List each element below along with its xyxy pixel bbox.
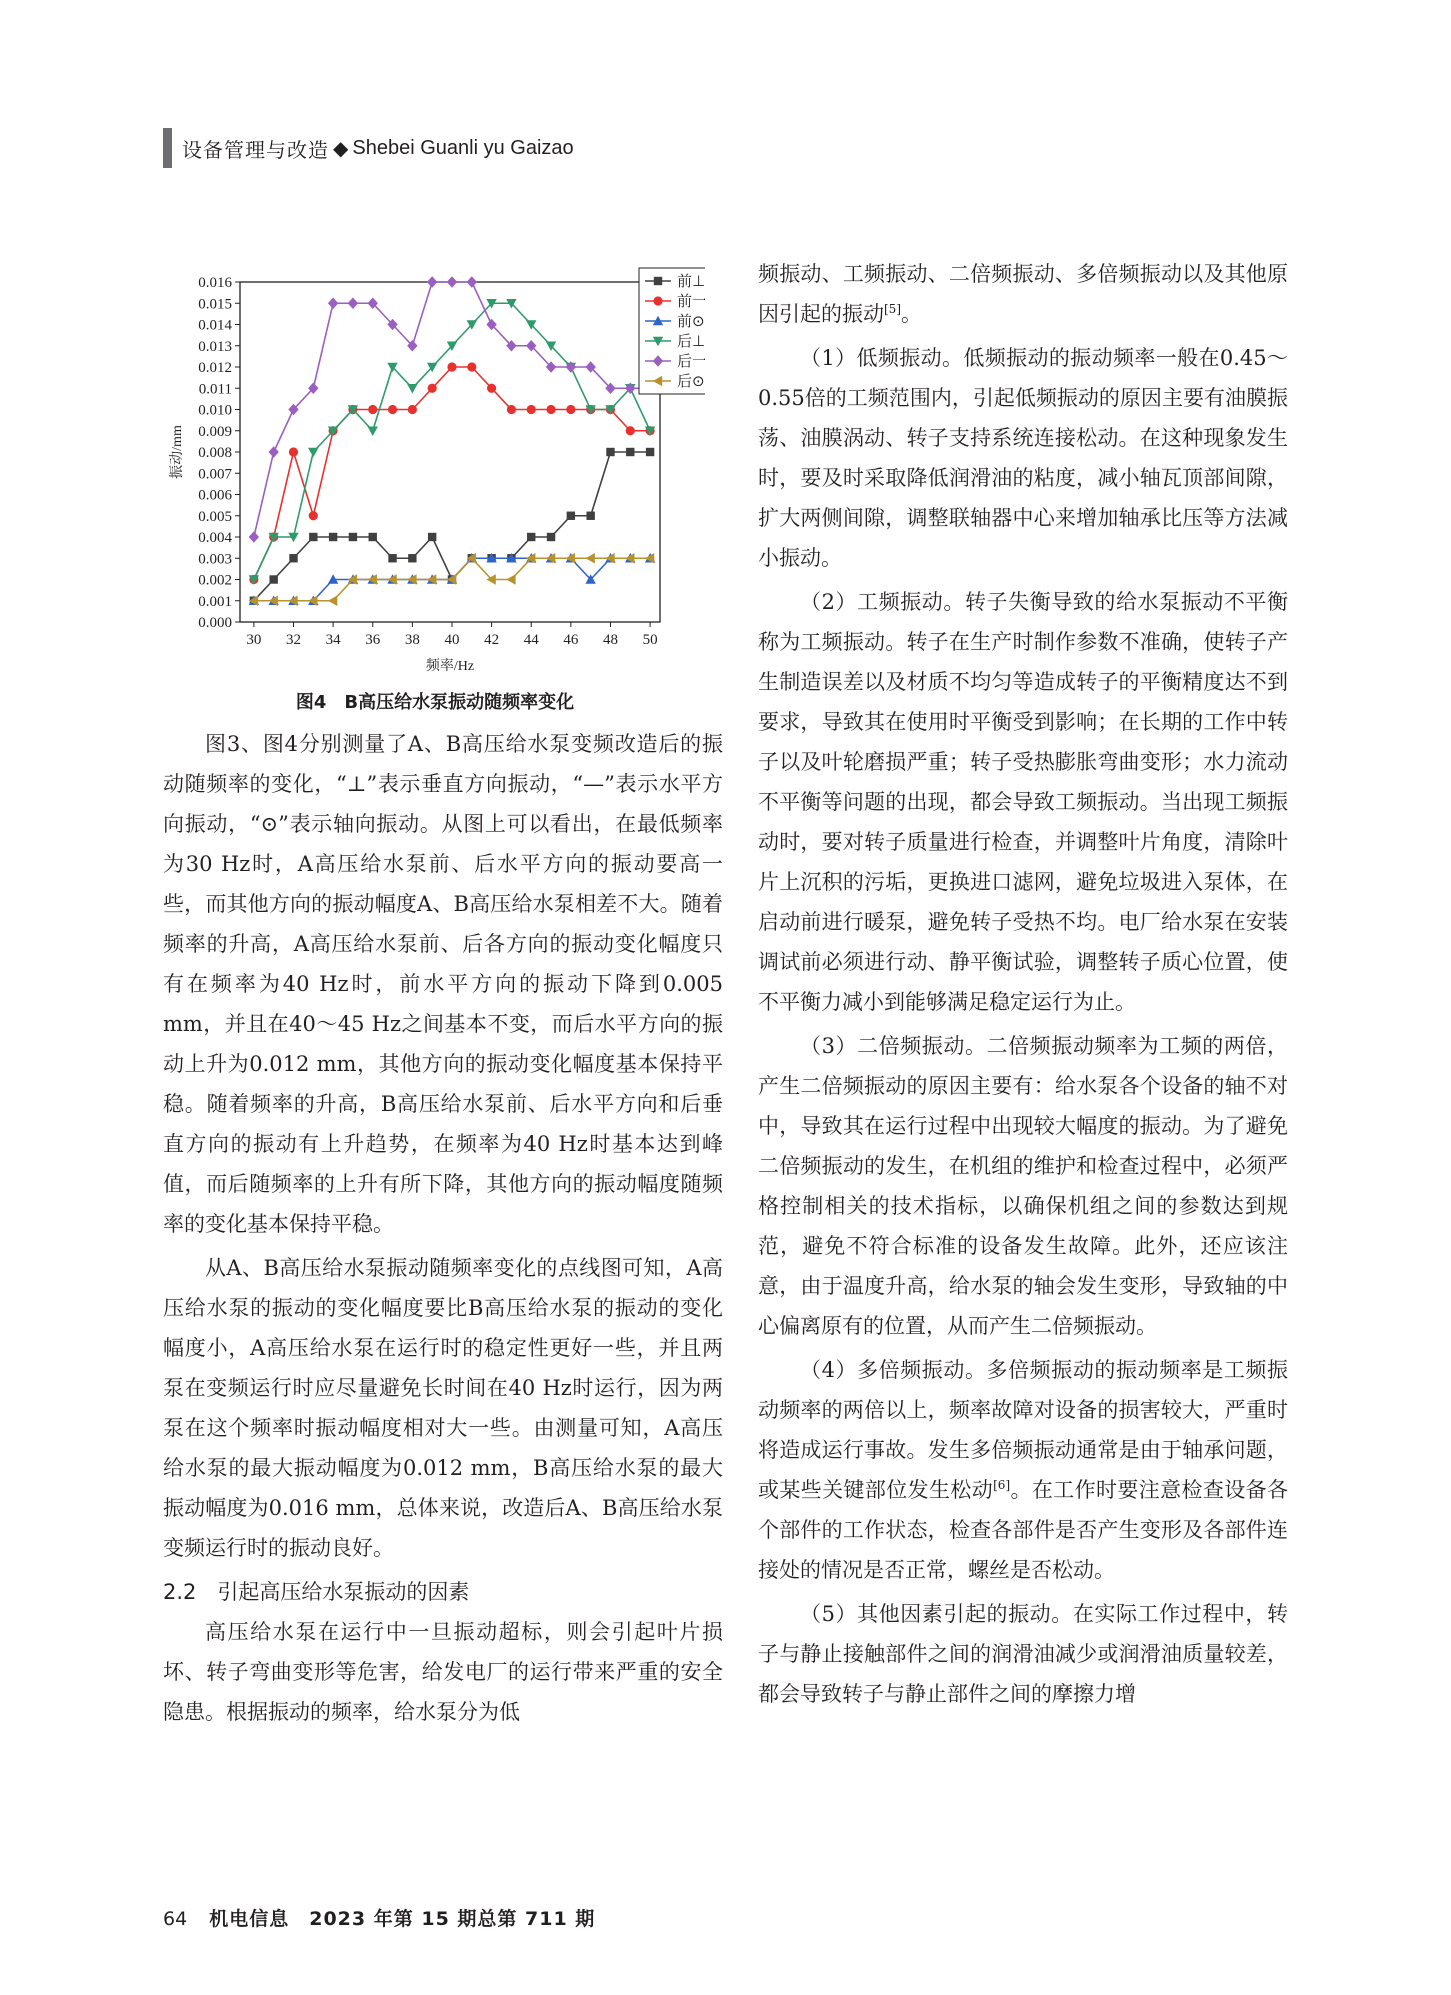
y-tick-label: 0.015 [198,296,232,313]
data-point [467,276,477,287]
header-bar [163,128,172,168]
journal-title-pinyin: Shebei Guanli yu Gaizao [352,136,574,159]
data-point [567,512,575,520]
data-point [328,298,338,309]
paragraph: （4）多倍频振动。多倍频振动的振动频率是工频振动频率的两倍以上，频率故障对设备的损害较大，严重时将造成运行事故。发生多倍频振动通常是由于轴承问题，或某些关键部位发生松动[6]。在工作时要注意检查设备各个部件的工作状态，检查各部件是否产生变形及各部件连接处的情况是否正常，螺丝是否松动。 [758,1358,1288,1582]
y-tick-label: 0.008 [198,445,232,461]
data-point [527,405,536,414]
series-line [254,367,650,580]
vibration-line-chart [165,260,705,680]
data-point [269,575,277,583]
x-tick-label: 40 [444,632,460,648]
data-point [368,405,377,414]
x-tick-label: 44 [523,632,539,648]
data-point [249,531,259,542]
footer-journal: 机电信息 2023 年第 15 期总第 711 期 [209,1908,596,1930]
right-column [758,254,1288,1718]
data-point [428,384,437,393]
x-axis-label: 频率/Hz [425,659,475,674]
data-point [646,448,654,456]
data-point [626,426,635,435]
data-point [547,533,555,541]
legend-label: 前一 [677,292,705,310]
data-point [349,533,357,541]
data-point [447,362,456,371]
data-point [546,405,555,414]
paragraph: （3）二倍频振动。二倍频振动频率为工频的两倍，产生二倍频振动的原因主要有：给水泵各个设备的轴不对中，导致其在运行过程中出现较大幅度的振动。为了避免二倍频振动的发生，在机组的维护和检查过程中，必须严格控制相关的技术指标，以确保机组之间的参数达到规范，避免不符合标准的设备发生故障。此外，还应该注意，由于温度升高，给水泵的轴会发生变形，导致轴的中心偏离原有的位置，从而产生二倍频振动。 [758,1034,1288,1338]
data-point [487,384,496,393]
data-point [408,405,417,414]
figure-caption: 图4 B高压给水泵振动随频率变化 [295,692,575,713]
paragraph: 频振动、工频振动、二倍频振动、多倍频振动以及其他原因引起的振动[5]。 [758,262,1288,326]
legend-label: 后⊙ [677,372,705,390]
data-point [467,362,476,371]
legend-label: 前⊙ [677,312,705,330]
data-point [407,384,417,393]
section-heading: 2.2 引起高压给水泵振动的因素 [163,1580,470,1604]
y-tick-label: 0.009 [198,423,232,440]
y-tick-label: 0.006 [198,487,232,504]
journal-title-cn: 设备管理与改造 [182,137,329,162]
data-point [527,533,535,541]
plot-frame [240,282,660,622]
data-point [586,512,594,520]
x-tick-label: 50 [642,632,658,648]
x-tick-label: 32 [285,632,301,648]
data-point [585,553,594,563]
paragraph: 高压给水泵在运行中一旦振动超标，则会引起叶片损坏、转子弯曲变形等危害，给发电厂的运行带来严重的安全隐患。根据振动的频率，给水泵分为低 [163,1620,723,1724]
data-point [309,511,318,520]
y-tick-label: 0.012 [198,360,232,376]
data-point [329,533,337,541]
data-point [289,447,298,456]
legend-label: 后一 [677,352,705,370]
citation: [6] [993,1478,1011,1492]
x-tick-label: 34 [325,632,341,648]
data-point [369,533,377,541]
legend-label: 前⊥ [677,272,705,290]
data-point [289,554,297,562]
data-point [566,405,575,414]
paragraph: （5）其他因素引起的振动。在实际工作过程中，转子与静止接触部件之间的润滑油减少或润滑油质量较差，都会导致转子与静止部件之间的摩擦力增 [758,1602,1288,1706]
data-point [308,448,318,457]
y-tick-label: 0.007 [198,466,232,483]
legend-label: 后⊥ [677,332,705,350]
data-point [606,448,614,456]
y-tick-label: 0.014 [198,317,232,334]
data-point [408,554,416,562]
y-tick-label: 0.004 [198,530,232,546]
data-point [507,405,516,414]
data-point [368,427,378,436]
paragraph: （2）工频振动。转子失衡导致的给水泵振动不平衡称为工频振动。转子在生产时制作参数不准确，使转子产生制造误差以及材质不均匀等造成转子的平衡精度达不到要求，导致其在使用时平衡受到影响；在长期的工作中转子以及叶轮磨损严重；转子受热膨胀弯曲变形；水力流动不平衡等问题的出现，都会导致工频振动。当出现工频振动时，要对转子质量进行检查，并调整叶片角度，清除叶片上沉积的污垢，更换进口滤网，避免垃圾进入泵体，在启动前进行暖泵，避免转子受热不均。电厂给水泵在安装调试前必须进行动、静平衡试验，调整转子质心位置，使不平衡力减小到能够满足稳定运行为止。 [758,590,1288,1014]
data-point [348,298,358,309]
y-axis-label: 振动/mm [170,425,185,479]
running-header [163,128,574,168]
legend-marker [654,277,662,285]
paragraph: 图3、图4分别测量了A、B高压给水泵变频改造后的振动随频率的变化，“⊥”表示垂直方向振动，“—”表示水平方向振动，“⊙”表示轴向振动。从图上可以看出，在最低频率为30 Hz时，A高压给水泵前、后水平方向的振动要高一些，而其他方向的振动幅度A、B高压给水泵相差不大。随着频率的升高，A高压给水泵前、后各方向的振动变化幅度只有在频率为40 Hz时，前水平方向的振动下降到0.005 mm，并且在40～45 Hz之间基本不变，而后水平方向的振动上升为0.012 mm，其他方向的振动变化幅度基本保持平稳。随着频率的升高，B高压给水泵前、后水平方向和后垂直方向的振动有上升趋势，在频率为40 Hz时基本达到峰值，而后随频率的上升有所下降，其他方向的振动幅度随频率的变化基本保持平稳。 [163,732,723,1236]
data-point [506,574,515,584]
y-tick-label: 0.011 [198,381,232,398]
data-point [626,448,634,456]
data-point [309,533,317,541]
y-tick-label: 0.001 [198,593,232,610]
x-tick-label: 30 [246,632,262,648]
page-number: 64 [163,1908,188,1930]
data-point [447,276,457,287]
y-tick-label: 0.002 [198,572,232,589]
header-separator: ◆ [333,136,349,160]
page-footer [163,1904,595,1931]
legend-marker [653,296,662,305]
y-tick-label: 0.005 [198,508,232,525]
paragraph: （1）低频振动。低频振动的振动频率一般在0.45～0.55倍的工频范围内，引起低频振动的原因主要有油膜振荡、油膜涡动、转子支持系统连接松动。在这种现象发生时，要及时采取降低润滑油的粘度，减小轴瓦顶部间隙，扩大两侧间隙，调整联轴器中心来增加轴承比压等方法减小振动。 [758,346,1288,570]
data-point [328,596,337,606]
data-point [268,446,278,457]
x-tick-label: 42 [484,632,500,648]
x-tick-label: 36 [365,632,381,648]
x-tick-label: 48 [602,632,618,648]
paragraph: 从A、B高压给水泵振动随频率变化的点线图可知，A高压给水泵的振动的变化幅度要比B高压给水泵的振动的变化幅度小，A高压给水泵在运行时的稳定性更好一些，并且两泵在变频运行时应尽量避免长时间在40 Hz时运行，因为两泵在这个频率时振动幅度相对大一些。由测量可知，A高压给水泵的最大振动幅度为0.012 mm，B高压给水泵的最大振动幅度为0.016 mm，总体来说，改造后A、B高压给水泵变频运行时的振动良好。 [163,1256,723,1560]
data-point [388,405,397,414]
y-tick-label: 0.000 [198,615,232,631]
left-column [163,724,723,1736]
y-tick-label: 0.013 [198,338,232,355]
y-tick-label: 0.016 [198,275,232,291]
data-point [427,276,437,287]
x-tick-label: 38 [404,632,420,648]
data-point [428,533,436,541]
data-point [388,554,396,562]
citation: [5] [884,302,901,316]
y-tick-label: 0.003 [198,551,232,568]
y-tick-label: 0.010 [198,402,232,419]
x-tick-label: 46 [563,632,579,648]
figure-4 [165,260,705,680]
